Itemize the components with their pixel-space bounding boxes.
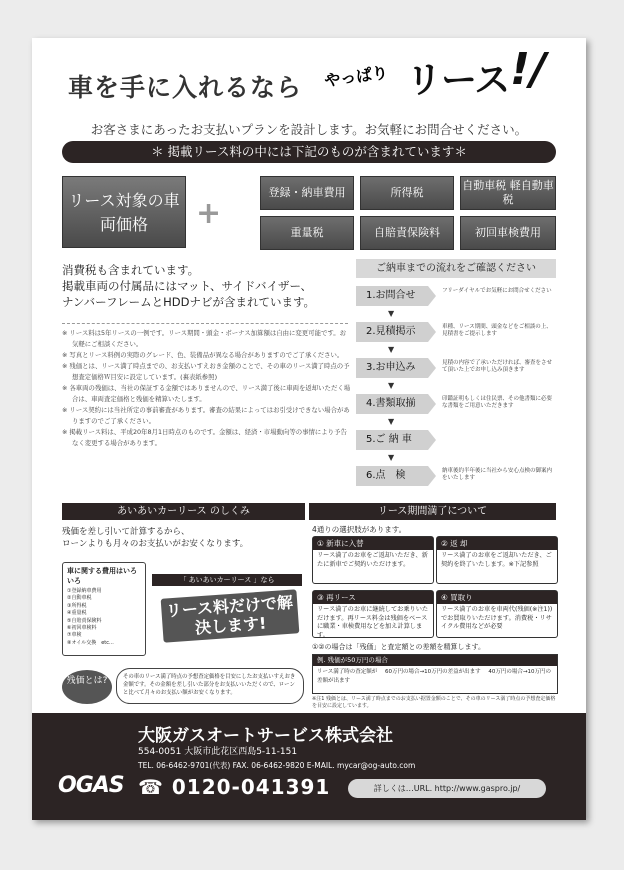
subtitle: お客さまにあったお支払いプランを設計します。お気軽にお問合せください。	[90, 122, 528, 137]
headline-part3: リース	[406, 60, 510, 101]
flow-heading: ご納車までの流れをご確認ください	[356, 259, 556, 278]
footnote: ※注1 残価とは、リース満了時点までのお支払い据置金額のことで、その車のリース満了時点の予想査定価格を目安に設定しています。	[312, 696, 556, 709]
website-link[interactable]: 詳しくは…URL. http://www.gaspro.jp/	[348, 779, 546, 798]
flow-step: 1.お問合せ フリーダイヤルでお気軽にお問合せください	[356, 286, 556, 306]
flyer	[32, 38, 586, 820]
headline-exclaim: !/	[510, 44, 547, 95]
plus-icon: +	[196, 196, 222, 231]
freedial-icon: ☎	[138, 775, 172, 799]
down-arrow-icon: ▼	[388, 381, 395, 390]
headline-part1: 車を手に入れるなら	[68, 73, 303, 102]
included-item: 所得税	[360, 176, 454, 210]
option-box: ① 新車に入替 リース満了のお車をご返却いただき、新たに新車でご契約いただけます。	[312, 536, 434, 584]
lease-end-lead: 4通りの選択肢があります。	[312, 525, 407, 534]
residual-value-badge: 残価とは?	[62, 670, 112, 704]
down-arrow-icon: ▼	[388, 309, 395, 318]
down-arrow-icon: ▼	[388, 417, 395, 426]
contact-info: TEL. 06-6462-9701(代表) FAX. 06-6462-9820 E-MAIL. mycar@og-auto.com	[138, 761, 416, 770]
lease-mechanism-text: 残価を差し引いて計算するから、 ローンよりも月々のお支払いがお安くなります。	[62, 527, 249, 549]
free-dial: ☎ 0120-041391	[138, 775, 331, 799]
divider	[62, 323, 348, 324]
included-notes: 消費税も含まれています。 掲載車両の付属品にはマット、サイドバイザー、 ナンバーフレームとHDDナビが含まれています。	[62, 263, 316, 309]
included-band: ＊ 掲載リース料の中には下記のものが含まれています＊	[62, 141, 556, 163]
residual-value-text: その車のリース満了時点の予想査定価格を目安にしたお支払いすえおき金額です。その金額を差し引いた部分をお支払いいただくので、ローンと比べて月々のお支払い額がお安くなります。	[116, 668, 304, 704]
company-logo: OGAS	[58, 773, 124, 798]
header	[32, 44, 586, 122]
lease-name-bar: 「 あいあいカーリース 」なら	[152, 574, 302, 586]
headline-part2: やっぱり	[323, 62, 390, 91]
included-item: 初回車検費用	[460, 216, 556, 250]
option-box: ④ 買取り リース満了のお車を車両代(残価(※注1))でお買取りいただけます。消費税・リサイクル費用などが必要	[436, 590, 558, 638]
flow-step: 5.ご 納 車	[356, 430, 556, 450]
company-name: 大阪ガスオートサービス株式会社	[138, 726, 393, 746]
included-item: 重量税	[260, 216, 354, 250]
vehicle-price-box: リース対象の車両価格	[62, 176, 186, 248]
flow-step: 6.点 検 納車後約半年後に当社から安心点検の御案内をいたします	[356, 466, 556, 486]
flow-step: 3.お申込み 見積の内容で了承いただければ、審査をさせて頂いた上でお申し込み頂きます	[356, 358, 556, 378]
slogan: リース料だけで解決します!	[161, 589, 300, 642]
example-box: 例. 残価が50万円の場合 リース満了時の査定額が 60万円の場合→10万円の差益が出ます 40万円の場合→10万円の差額が出ます	[312, 654, 558, 694]
cost-list-box: 車に関する費用はいろいろ ①登録納車費用 ②自動車税 ③所得税 ④重量税 ⑤自賠責保険料 ⑥初回車検料 ⑦車検 ⑧オイル交換 etc...	[62, 562, 146, 656]
option-box: ② 返 却 リース満了のお車をご返却いただき、ご契約を終了いたします。※下記参照	[436, 536, 558, 584]
flow-step: 4.書類取揃 印鑑証明もしくは住民票、その他書類に必要な書類をご用意いただきます	[356, 394, 556, 414]
down-arrow-icon: ▼	[388, 345, 395, 354]
included-item: 自賠責保険料	[360, 216, 454, 250]
option-box: ③ 再リース リース満了のお車に継続してお乗りいただけます。再リース料金は残価をベースに職業・車検費用などを加え計算します。	[312, 590, 434, 638]
included-item: 登録・納車費用	[260, 176, 354, 210]
fine-print-notes: ※ リース料は5年リースの一例です。リース期間・頭金・ボーナス加算額は自由に変更可能です。お気軽にご相談ください。 ※ 写真とリース料例の実際のグレード、色、装備品が異なる場合がありますのでご了承ください。 ※ 残価とは、リース満了時点までの、お支払いすえおき金額のことで、その車のリース満了時点の予想査定価格Ｗ目安に設定しています。(裏表紙参照) ※ 各車両の残価は、当社の保証する金額ではありませんので、リース満了後に車両を返却いただく場合は、車両査定価格と残価を精算いたします。 ※ リース契約には当社所定の事前審査があります。審査の結果によってはお引受けできない場合がありますのでご了承ください。 ※ 掲載リース料は、平成20年8月1日時点のものです。金額は、経済・市場動向等の事情により予告なく変更する場合があります。	[62, 329, 351, 447]
footer	[32, 713, 586, 820]
lease-mechanism-heading: あいあいカーリース のしくみ	[62, 503, 305, 520]
settlement-note: ①②の場合は「残価」と査定額との差額を精算します。	[312, 643, 485, 651]
down-arrow-icon: ▼	[388, 453, 395, 462]
lease-end-heading: リース期間満了について	[309, 503, 556, 520]
flow-step: 2.見積掲示 車種、リース期間、頭金などをご相談の上、見積書をご提示します	[356, 322, 556, 342]
included-item: 自動車税 軽自動車税	[460, 176, 556, 210]
company-address: 554-0051 大阪市此花区西島5-11-151	[138, 747, 298, 757]
